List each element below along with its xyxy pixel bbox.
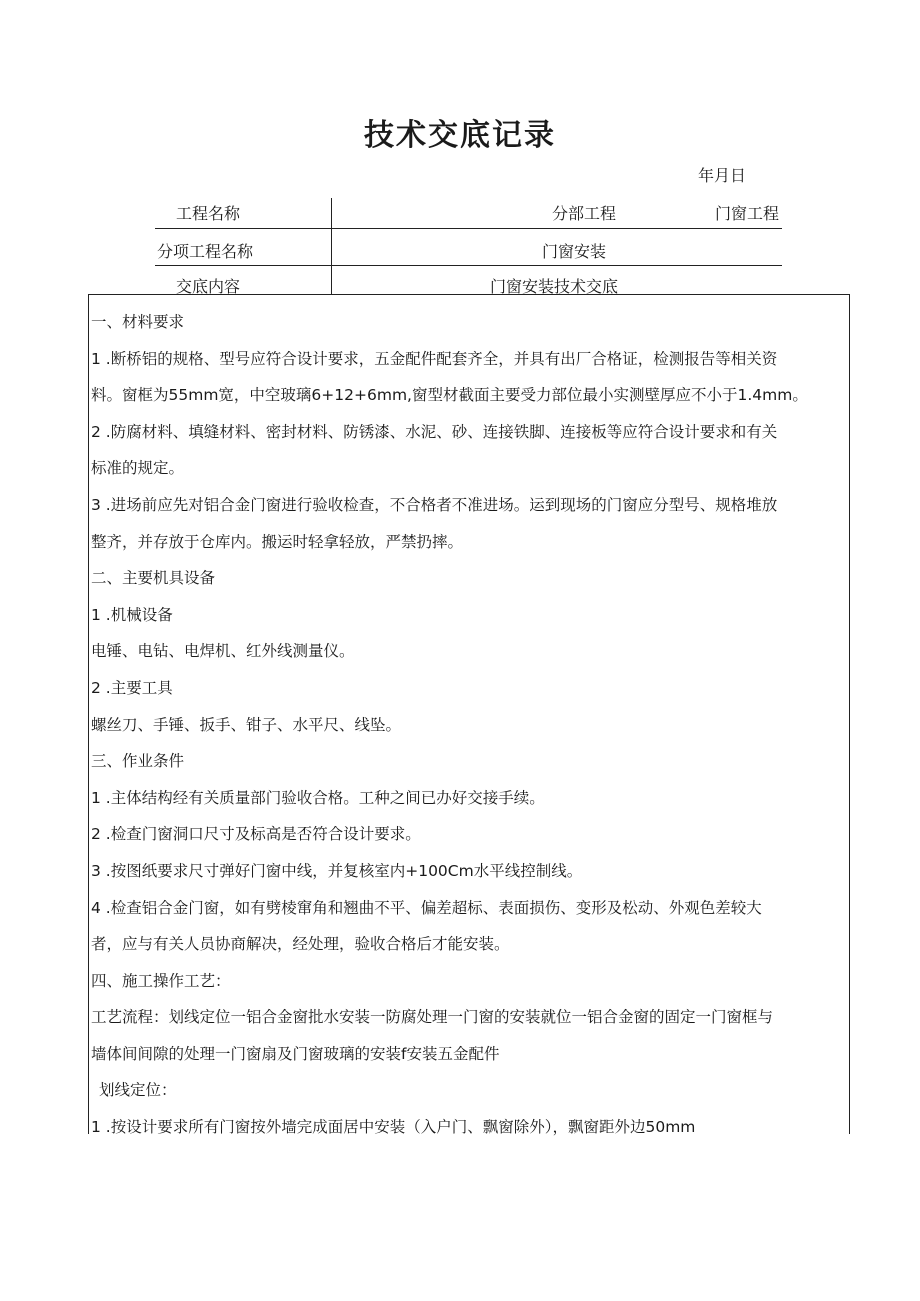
paragraph-line: 2 .主要工具 (91, 678, 173, 697)
paragraph-line: 1 .机械设备 (91, 605, 173, 624)
paragraph-line: 工艺流程：划线定位一铝合金窗批水安装一防腐处理一门窗的安装就位一铝合金窗的固定一门窗框与 (91, 1008, 774, 1027)
paragraph-line: 料。窗框为55mm宽，中空玻璃6+12+6mm,窗型材截面主要受力部位最小实测壁厚应不小于1.4mm。 (91, 386, 808, 405)
paragraph-line: 3 .进场前应先对铝合金门窗进行验收检查，不合格者不准进场。运到现场的门窗应分型号、规格堆放 (91, 495, 778, 514)
header-rule-2 (155, 265, 782, 266)
subheading-marking: 划线定位： (99, 1081, 177, 1100)
subdivision-value: 门窗工程 (715, 204, 780, 223)
section-heading-materials: 一、材料要求 (91, 313, 185, 331)
section-heading-equipment: 二、主要机具设备 (91, 569, 216, 588)
paragraph-line: 螺丝刀、手锤、扳手、钳子、水平尺、线坠。 (91, 715, 402, 734)
paragraph-line: 1 .断桥铝的规格、型号应符合设计要求，五金配件配套齐全，并具有出厂合格证，检测报告等相关资 (91, 349, 778, 368)
date-label: 年月日 (698, 166, 747, 185)
paragraph-line: 1 .主体结构经有关质量部门验收合格。工种之间已办好交接手续。 (91, 788, 545, 807)
paragraph-line: 者，应与有关人员协商解决，经处理，验收合格后才能安装。 (91, 935, 510, 954)
paragraph-line: 整齐，并存放于仓库内。搬运时轻拿轻放，严禁扔摔。 (91, 532, 464, 551)
subitem-value: 门窗安装 (542, 242, 607, 261)
disclosure-content (91, 304, 849, 1146)
paragraph-line: 电锤、电钻、电焊机、红外线测量仪。 (91, 642, 355, 661)
paragraph-line: 3 .按图纸要求尺寸弹好门窗中线，并复核室内+100Cm水平线控制线。 (91, 861, 583, 880)
paragraph-line: 4 .检查铝合金门窗，如有劈棱窜角和翘曲不平、偏差超标、表面损伤、变形及松动、外观色差较大 (91, 898, 762, 917)
paragraph-line: 标准的规定。 (91, 459, 185, 478)
paragraph-line: 墙体间间隙的处理一门窗扇及门窗玻璃的安装f安装五金配件 (91, 1044, 500, 1063)
header-rule-1 (155, 228, 782, 229)
paragraph-line: 1 .按设计要求所有门窗按外墙完成面居中安装（入户门、飘窗除外），飘窗距外边50mm (91, 1118, 696, 1137)
section-heading-conditions: 三、作业条件 (91, 752, 185, 771)
header-column-divider (331, 198, 332, 294)
project-name-label: 工程名称 (176, 204, 241, 223)
content-value: 门窗安装技术交底 (490, 277, 619, 296)
document-title: 技术交底记录 (364, 118, 556, 153)
section-heading-process: 四、施工操作工艺： (91, 971, 231, 990)
paragraph-line: 2 .防腐材料、填缝材料、密封材料、防锈漆、水泥、砂、连接铁脚、连接板等应符合设计要求和有关 (91, 422, 778, 441)
paragraph-line: 2 .检查门窗洞口尺寸及标高是否符合设计要求。 (91, 825, 421, 844)
content-label: 交底内容 (176, 277, 241, 296)
subitem-label: 分项工程名称 (157, 242, 254, 261)
subdivision-label: 分部工程 (552, 204, 617, 223)
